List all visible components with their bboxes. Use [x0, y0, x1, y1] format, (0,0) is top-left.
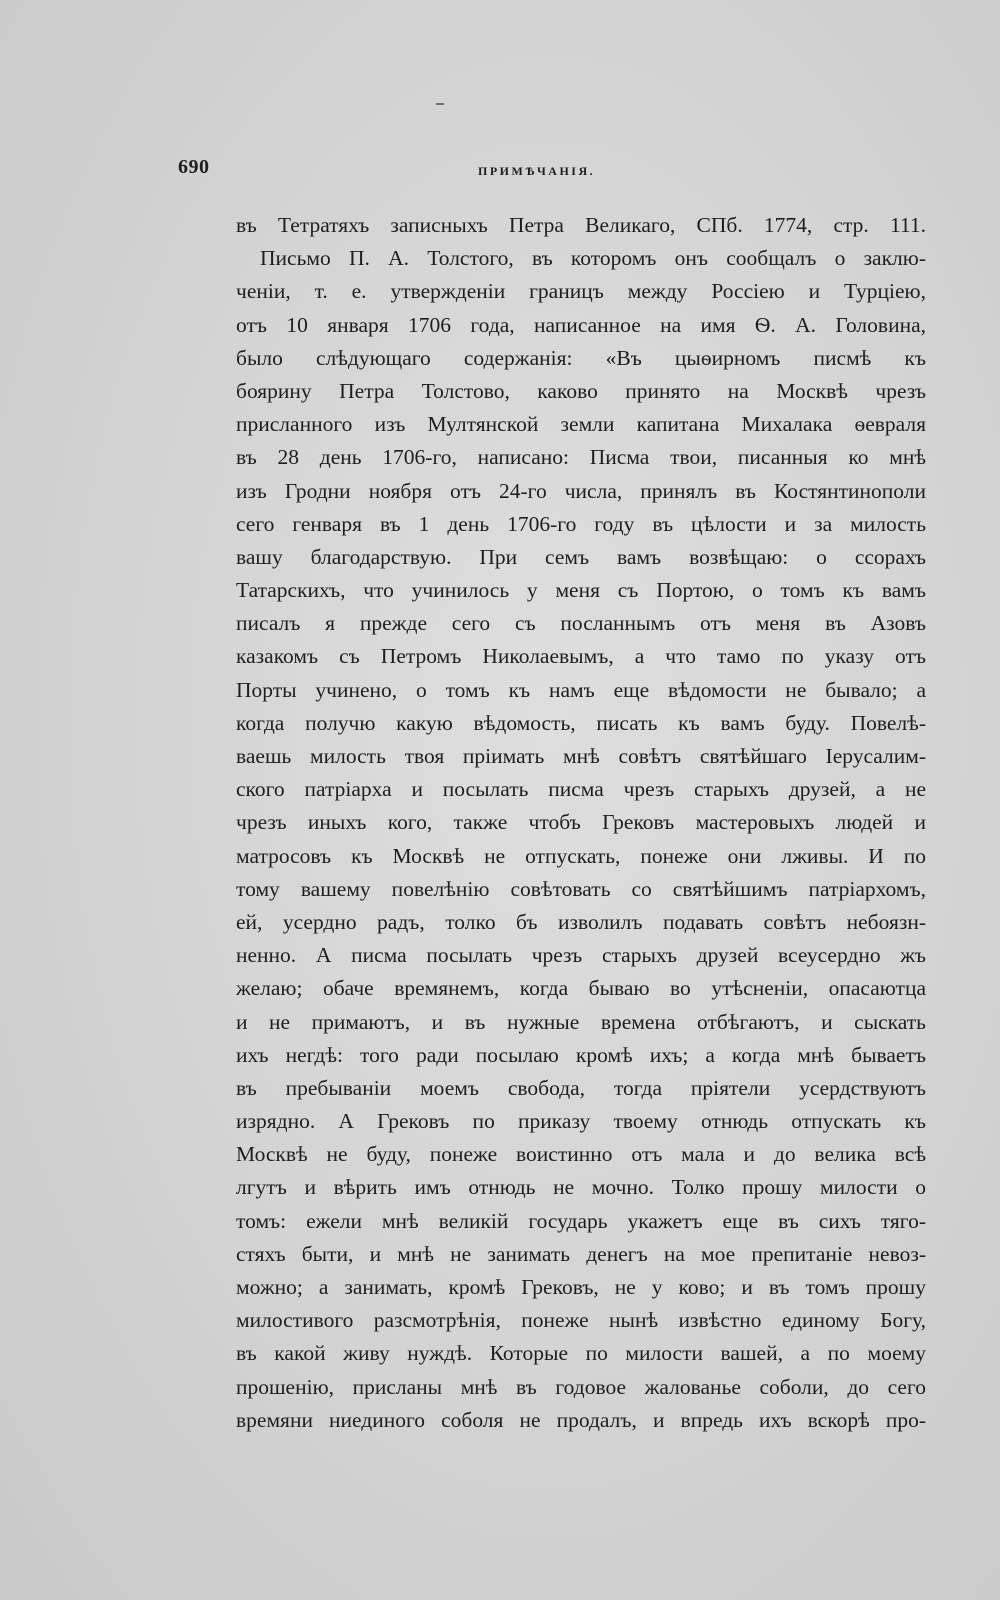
text-line: и не примаютъ, и въ нужные времена отбѣгаютъ, и сыскать [236, 1009, 926, 1034]
text-line: Москвѣ не буду, понеже воистинно отъ мала и до велика всѣ [236, 1142, 926, 1167]
text-line: изрядно. А Грековъ по приказу твоему отнюдь отпускать къ [236, 1109, 926, 1134]
text-line: было слѣдующаго содержанiя: «Въ цыѳирномъ писмѣ къ [236, 345, 926, 370]
text-line: чрезъ иныхъ кого, также чтобъ Грековъ мастеровыхъ людей и [236, 810, 926, 835]
text-line: въ Тетратяхъ записныхъ Петра Великаго, СПб. 1774, стр. 111. [236, 213, 926, 237]
page-number: 690 [178, 156, 210, 178]
page-mark [436, 103, 444, 105]
text-line: Порты учинено, о томъ къ намъ еще вѣдомости не бывало; а [236, 677, 926, 702]
text-line: тому вашему повелѣнiю совѣтовать со святѣйшимъ патрiархомъ, [236, 876, 926, 901]
text-line: прошенiю, присланы мнѣ въ годовое жалованье соболи, до сего [236, 1374, 926, 1399]
text-line: ченiи, т. е. утвержденiи границъ между Россiею и Турцiею, [236, 279, 926, 304]
text-line: присланного изъ Мултянской земли капитана Михалака ѳевраля [236, 412, 926, 437]
text-line: изъ Гродни ноября отъ 24-го числа, принялъ въ Костянтинополи [236, 478, 926, 503]
text-line: писалъ я прежде сего съ посланнымъ отъ меня въ Азовъ [236, 611, 926, 636]
text-line: вашу благодарствую. При семъ вамъ возвѣщаю: о ссорахъ [236, 544, 926, 569]
text-line: лгутъ и вѣрить имъ отнюдь не мочно. Толко прошу милости о [236, 1175, 926, 1200]
text-line: ваешь милость твоя прiимать мнѣ совѣтъ святѣйшаго Iерусалим- [236, 744, 926, 768]
text-line: стяхъ быти, и мнѣ не занимать денегъ на мое препитанiе невоз- [236, 1241, 926, 1266]
text-line: Письмо П. А. Толстого, въ которомъ онъ сообщалъ о заклю- [260, 246, 926, 271]
text-line: ненно. А писма посылать чрезъ старыхъ друзей всеусердно жъ [236, 943, 926, 968]
text-line: томъ: ежели мнѣ великiй государь укажетъ еще въ сихъ тяго- [236, 1208, 926, 1233]
text-line: ского патрiарха и посылать писма чрезъ старыхъ друзей, а не [236, 777, 926, 802]
text-line: казакомъ съ Петромъ Николаевымъ, а что тамо по указу отъ [236, 644, 926, 669]
text-line: въ какой живу нуждѣ. Которые по милости вашей, а по моему [236, 1341, 926, 1366]
text-line: времяни ниединого соболя не продалъ, и впредь ихъ вскорѣ про- [236, 1407, 926, 1432]
text-line: матросовъ къ Москвѣ не отпускать, понеже они лживы. И по [236, 843, 926, 868]
text-line: отъ 10 января 1706 года, написанное на имя Ѳ. А. Головина, [236, 312, 926, 337]
text-line: въ пребыванiи моемъ свобода, тогда прiятели усердствуютъ [236, 1075, 926, 1100]
text-line: въ 28 день 1706-го, написано: Писма твои, писанныя ко мнѣ [236, 445, 926, 470]
text-line: боярину Петра Толстово, каково принято на Москвѣ чрезъ [236, 378, 926, 403]
body-text [236, 209, 926, 1437]
text-line: желаю; обаче времянемъ, когда бываю во утѣсненiи, опасаютца [236, 976, 926, 1001]
text-line: когда получю какую вѣдомость, писать къ вамъ буду. Повелѣ- [236, 710, 926, 735]
text-line: ей, усердно радъ, толко бъ изволилъ подавать совѣтъ небоязн- [236, 909, 926, 934]
text-line: Татарскихъ, что учинилось у меня съ Портою, о томъ къ вамъ [236, 578, 926, 603]
text-line: сего генваря въ 1 день 1706-го году въ цѣлости и за милость [236, 511, 926, 536]
running-head: ПРИМѢЧАНIЯ. [478, 164, 596, 178]
text-line: милостивого разсмотрѣнiя, понеже нынѣ извѣстно единому Богу, [236, 1308, 926, 1333]
text-line: можно; а занимать, кромѣ Грековъ, не у ково; и въ томъ прошу [236, 1275, 926, 1299]
text-line: ихъ негдѣ: того ради посылаю кромѣ ихъ; а когда мнѣ бываетъ [236, 1042, 926, 1067]
